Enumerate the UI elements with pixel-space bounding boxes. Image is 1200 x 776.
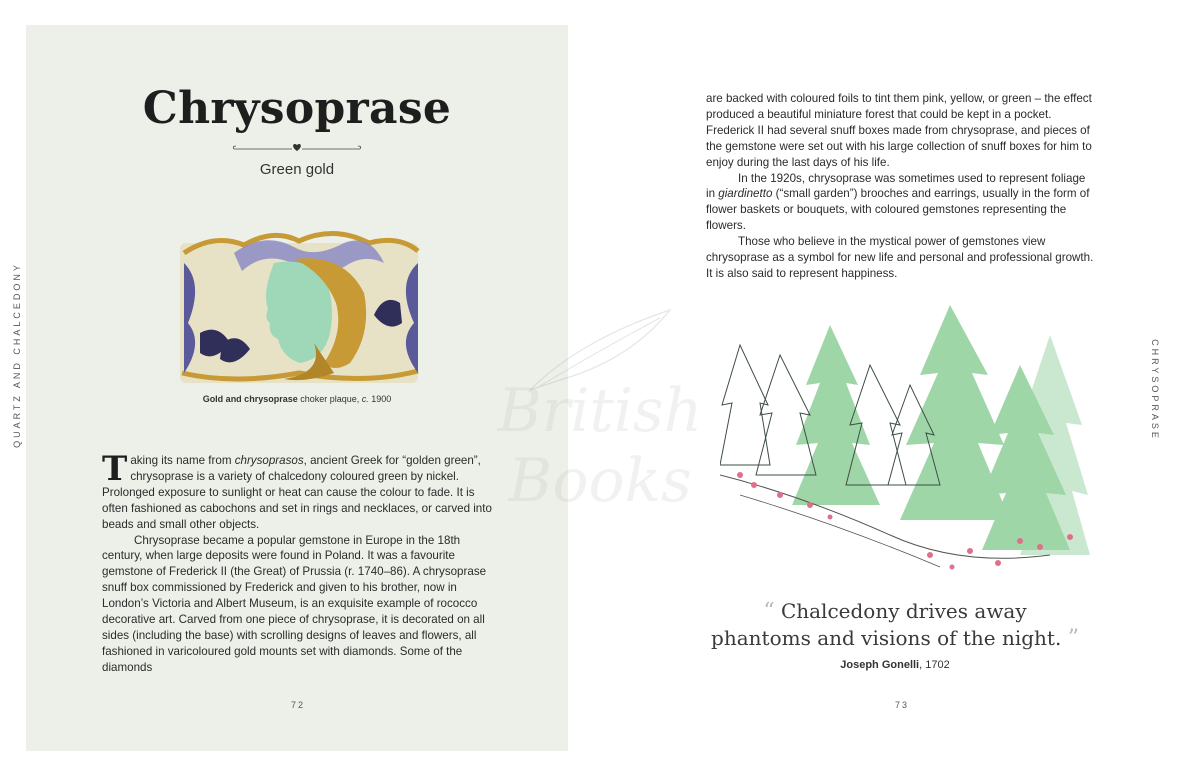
- paragraph-4-part-b: (“small garden”) brooches and earrings, usually in the form of flower baskets or bouquets, with coloured gemstones representing the flowers.: [706, 187, 1090, 233]
- quote-line-2: phantoms and visions of the night.: [711, 626, 1062, 650]
- page-number-left: 72: [290, 700, 305, 710]
- section-side-label: [2, 255, 32, 455]
- close-quote-mark: ”: [1067, 626, 1079, 651]
- open-quote-mark: “: [763, 599, 775, 624]
- term-chrysoprasos: chrysoprasos: [234, 454, 304, 467]
- paragraph-2: Chrysoprase became a popular gemstone in Europe in the 18th century, when large deposits were found in Poland. It was a favourite gemstone of Frederick II (the Great) of Prussia (r. 1740–86). A chrysoprase snuff box commissioned by Frederick and given to his brother, now in London’s Victoria and Albert Museum, is an exquisite example of rococco decorative art. Carved from one piece of chrysoprase, it is decorated on all sides (including the base) with scrolling designs of leaves and flowers, all fashioned in varicoloured gold mounts set with diamonds. Some of the diamonds: [102, 533, 487, 674]
- paragraph-1-part-a: aking its name from: [130, 454, 235, 467]
- section-side-label-text: QUARTZ AND CHALCEDONY: [12, 262, 23, 448]
- paragraph-4: [706, 171, 1096, 235]
- attribution-year: , 1702: [919, 659, 950, 671]
- caption-circa: c.: [361, 394, 369, 404]
- chapter-side-label-text: CHRYSOPRASE: [1150, 339, 1161, 441]
- page-number-right: 73: [894, 700, 909, 710]
- choker-plaque-image: [174, 223, 424, 389]
- pull-quote: [710, 598, 1080, 652]
- paragraph-5: Those who believe in the mystical power of gemstones view chrysoprase as a symbol for new life and personal and professional growth. It is also said to represent happiness.: [706, 235, 1094, 280]
- body-text-right: [706, 91, 1096, 282]
- caption-year: 1900: [368, 394, 392, 404]
- chapter-side-label: [1140, 325, 1170, 455]
- term-giardinetto: giardinetto: [718, 187, 773, 201]
- watermark: British Books: [497, 376, 703, 516]
- drop-cap: T: [102, 449, 128, 489]
- paragraph-4-part-a: In the 1920s, chrysoprase was sometimes used to represent foliage in: [706, 171, 1086, 201]
- attribution-name: Joseph Gonelli: [840, 659, 920, 671]
- page-subtitle: Green gold: [259, 161, 335, 178]
- divider-ornament: [232, 141, 362, 153]
- quote-attribution: [710, 659, 1080, 671]
- caption-bold: Gold and chrysoprase: [202, 394, 298, 404]
- paragraph-1-part-b: , ancient Greek for “golden green”, chrysoprase is a variety of chalcedony coloured green by nickel. Prolonged exposure to sunlight or heat can cause the colour to fade. It is often fashioned as cabochons and set in rings and necklaces, or carved into beads and small other objects.: [102, 454, 492, 531]
- caption-text: choker plaque,: [297, 394, 362, 404]
- quote-line-1: Chalcedony drives away: [780, 599, 1027, 623]
- paragraph-3: are backed with coloured foils to tint them pink, yellow, or green – the effect produced a beautiful miniature forest that could be kept in a pocket. Frederick II had several snuff boxes made from chrysoprase, and pieces of the gemstone were set out with his large collection of snuff boxes for him to enjoy during the last days of his life.: [706, 92, 1092, 169]
- page-title: Chrysoprase: [142, 83, 452, 134]
